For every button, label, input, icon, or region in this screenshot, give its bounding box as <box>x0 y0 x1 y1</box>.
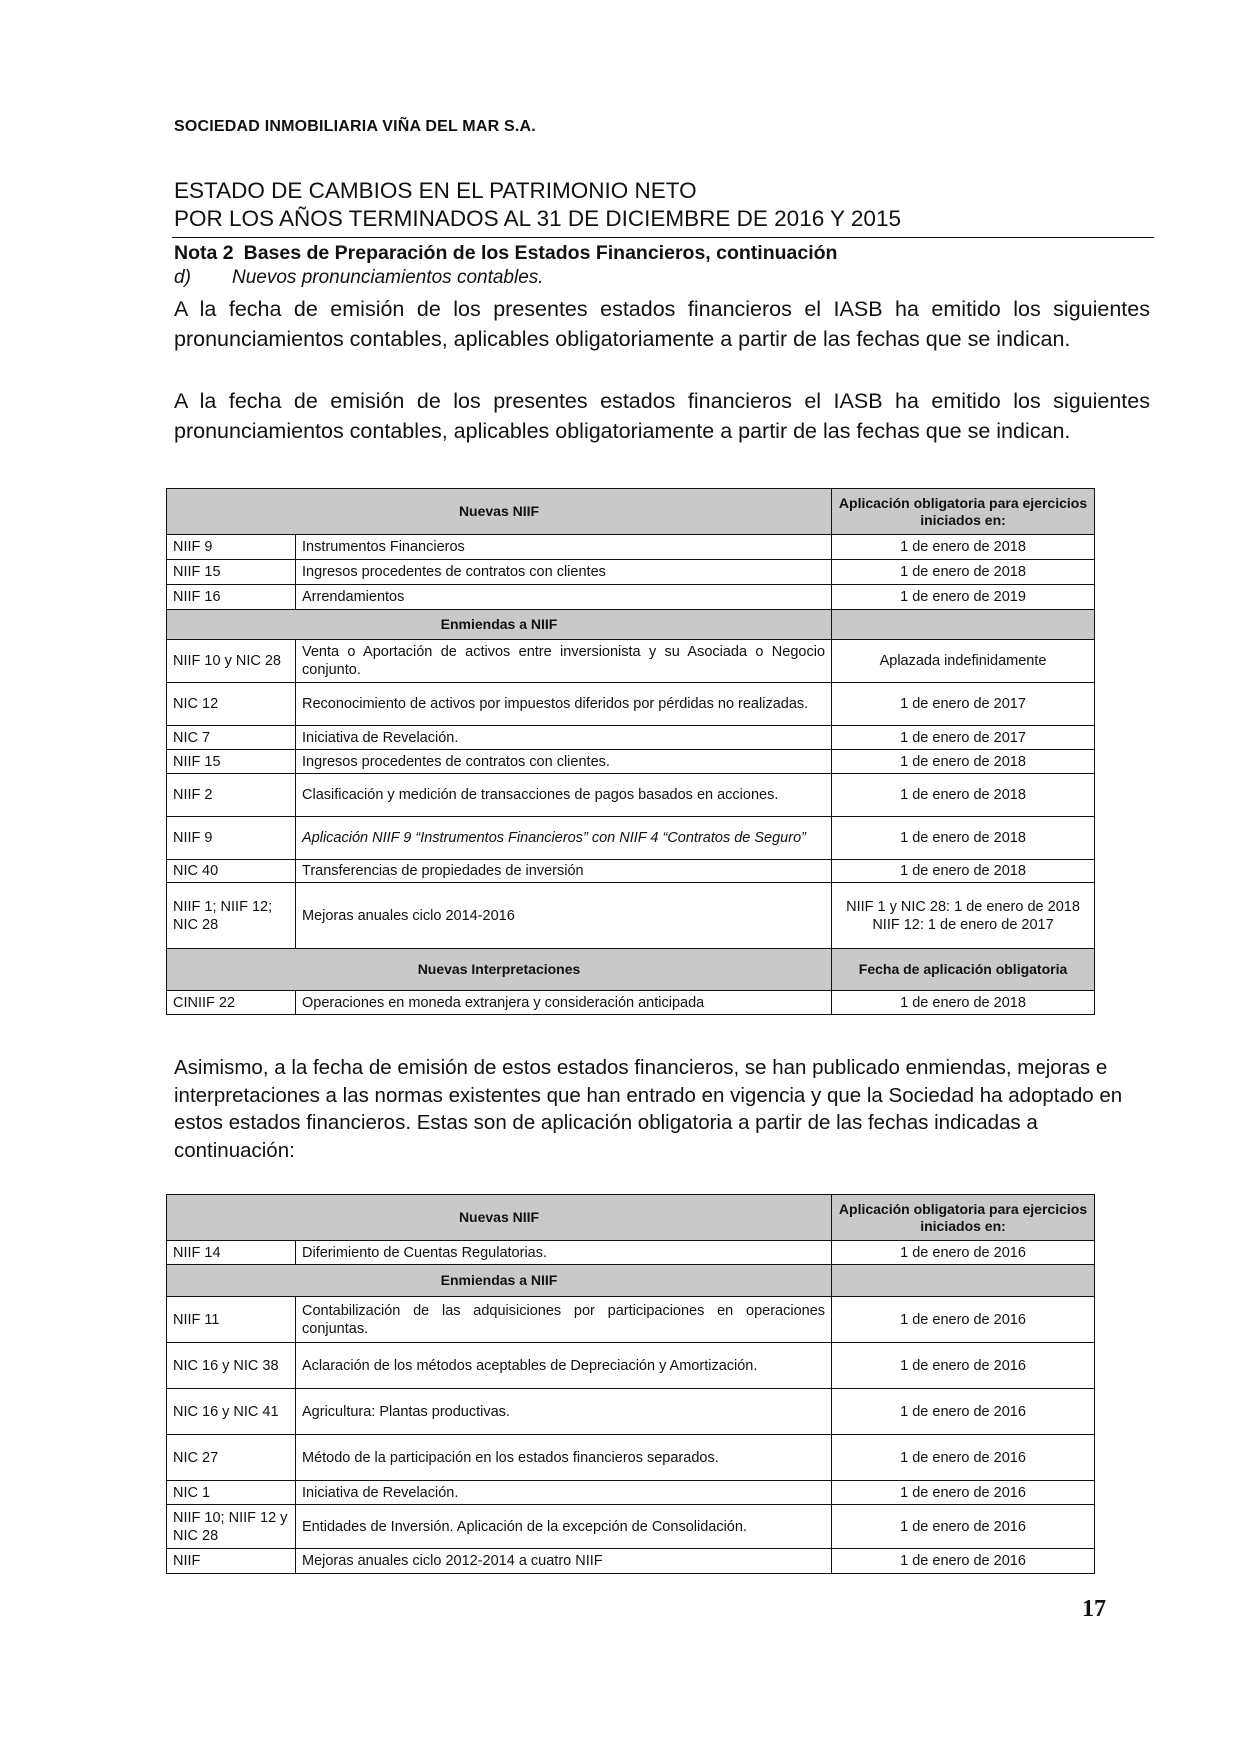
table-row <box>167 683 1095 726</box>
page-number: 17 <box>1082 1596 1106 1622</box>
note-label: Nota 2 <box>174 242 234 264</box>
row-date-line1: NIIF 1 y NIC 28: 1 de enero de 2018 <box>846 898 1080 915</box>
row-code: NIIF 15 <box>167 560 296 585</box>
row-description: Transferencias de propiedades de inversión <box>296 860 832 883</box>
row-date: 1 de enero de 2017 <box>832 726 1095 750</box>
row-date: Aplazada indefinidamente <box>832 640 1095 683</box>
header-amendments: Enmiendas a NIIF <box>167 1265 832 1297</box>
header-empty <box>832 1265 1095 1297</box>
section-header-row <box>167 1265 1095 1297</box>
row-description: Clasificación y medición de transacciones de pagos basados en acciones. <box>296 774 832 817</box>
header-amendments: Enmiendas a NIIF <box>167 610 832 640</box>
row-date: 1 de enero de 2018 <box>832 817 1095 860</box>
paragraph-2: A la fecha de emisión de los presentes estados financieros el IASB ha emitido los siguientes pronunciamientos contables, aplicables obligatoriamente a partir de las fechas que se indican. <box>174 389 1150 443</box>
row-description: Contabilización de las adquisiciones por participaciones en operaciones conjuntas. <box>296 1297 832 1343</box>
row-description: Aclaración de los métodos aceptables de Depreciación y Amortización. <box>296 1343 832 1389</box>
pronouncements-table-pending <box>166 488 1095 1015</box>
header-rule <box>172 237 1154 238</box>
row-code: NIIF 9 <box>167 817 296 860</box>
row-date: 1 de enero de 2016 <box>832 1505 1095 1549</box>
row-date: 1 de enero de 2016 <box>832 1481 1095 1505</box>
table-row <box>167 1549 1095 1574</box>
row-code: NIC 1 <box>167 1481 296 1505</box>
table-row <box>167 1297 1095 1343</box>
paragraph-3: Asimismo, a la fecha de emisión de estos estados financieros, se han publicado enmiendas, mejoras e interpretaciones a las normas existentes que han entrado en vigencia y que la Sociedad ha adoptado en estos estados financieros. Estas son de aplicación obligatoria a partir de las fechas indicadas a continuación: <box>174 1056 1123 1162</box>
row-code: NIIF 14 <box>167 1241 296 1265</box>
row-date-line2: NIIF 12: 1 de enero de 2017 <box>872 916 1054 933</box>
row-description: Operaciones en moneda extranjera y consideración anticipada <box>296 991 832 1015</box>
section-header-row <box>167 949 1095 991</box>
table-row <box>167 640 1095 683</box>
row-code: CINIIF 22 <box>167 991 296 1015</box>
table-row <box>167 726 1095 750</box>
row-date: 1 de enero de 2016 <box>832 1297 1095 1343</box>
table-row <box>167 535 1095 560</box>
row-description: Instrumentos Financieros <box>296 535 832 560</box>
table-row <box>167 1481 1095 1505</box>
row-date: 1 de enero de 2019 <box>832 585 1095 610</box>
row-code: NIIF 2 <box>167 774 296 817</box>
row-description: Arrendamientos <box>296 585 832 610</box>
row-date: 1 de enero de 2018 <box>832 535 1095 560</box>
header-empty <box>832 610 1095 640</box>
table-row <box>167 991 1095 1015</box>
table-row <box>167 883 1095 949</box>
table-header-row <box>167 1195 1095 1241</box>
table-row <box>167 1241 1095 1265</box>
header-application-date: Aplicación obligatoria para ejercicios iniciados en: <box>832 489 1095 535</box>
row-description: Aplicación NIIF 9 “Instrumentos Financieros” con NIIF 4 “Contratos de Seguro” <box>296 817 832 860</box>
row-description: Iniciativa de Revelación. <box>296 726 832 750</box>
row-code: NIIF 1; NIIF 12; NIC 28 <box>167 883 296 949</box>
row-date: 1 de enero de 2018 <box>832 991 1095 1015</box>
row-code: NIIF 11 <box>167 1297 296 1343</box>
row-description: Mejoras anuales ciclo 2014-2016 <box>296 883 832 949</box>
row-code: NIIF 10 y NIC 28 <box>167 640 296 683</box>
row-date: 1 de enero de 2018 <box>832 860 1095 883</box>
table-row <box>167 585 1095 610</box>
company-name: SOCIEDAD INMOBILIARIA VIÑA DEL MAR S.A. <box>174 118 536 135</box>
row-code: NIIF 10; NIIF 12 y NIC 28 <box>167 1505 296 1549</box>
subsection-heading <box>174 266 544 290</box>
header-new-niif: Nuevas NIIF <box>167 1195 832 1241</box>
row-date: 1 de enero de 2016 <box>832 1343 1095 1389</box>
row-date: 1 de enero de 2018 <box>832 750 1095 774</box>
table-row <box>167 560 1095 585</box>
row-description: Entidades de Inversión. Aplicación de la excepción de Consolidación. <box>296 1505 832 1549</box>
header-interp-date: Fecha de aplicación obligatoria <box>832 949 1095 991</box>
row-date: 1 de enero de 2016 <box>832 1389 1095 1435</box>
row-code: NIIF <box>167 1549 296 1574</box>
row-description: Mejoras anuales ciclo 2012-2014 a cuatro NIIF <box>296 1549 832 1574</box>
row-code: NIC 12 <box>167 683 296 726</box>
header-new-niif: Nuevas NIIF <box>167 489 832 535</box>
row-code: NIIF 9 <box>167 535 296 560</box>
row-code: NIC 40 <box>167 860 296 883</box>
row-date: 1 de enero de 2016 <box>832 1549 1095 1574</box>
table-row <box>167 1505 1095 1549</box>
row-code: NIIF 15 <box>167 750 296 774</box>
row-code: NIC 7 <box>167 726 296 750</box>
note-title: Bases de Preparación de los Estados Financieros, continuación <box>243 242 838 264</box>
row-date: 1 de enero de 2018 <box>832 560 1095 585</box>
table-row <box>167 1343 1095 1389</box>
table-row <box>167 817 1095 860</box>
table-row <box>167 774 1095 817</box>
row-date: 1 de enero de 2016 <box>832 1241 1095 1265</box>
row-code: NIC 27 <box>167 1435 296 1481</box>
table-row <box>167 860 1095 883</box>
pronouncements-table-adopted <box>166 1194 1095 1574</box>
row-description: Diferimiento de Cuentas Regulatorias. <box>296 1241 832 1265</box>
statement-title-line1: ESTADO DE CAMBIOS EN EL PATRIMONIO NETO <box>174 178 697 203</box>
table-row <box>167 1435 1095 1481</box>
row-description: Ingresos procedentes de contratos con clientes <box>296 560 832 585</box>
section-header-row <box>167 610 1095 640</box>
header-application-date: Aplicación obligatoria para ejercicios iniciados en: <box>832 1195 1095 1241</box>
table-row <box>167 1389 1095 1435</box>
row-date: 1 de enero de 2018 <box>832 774 1095 817</box>
header-interpretations: Nuevas Interpretaciones <box>167 949 832 991</box>
row-code: NIIF 16 <box>167 585 296 610</box>
paragraph-1: A la fecha de emisión de los presentes estados financieros el IASB ha emitido los siguientes pronunciamientos contables, aplicables obligatoriamente a partir de las fechas que se indican. <box>174 297 1150 351</box>
row-description: Método de la participación en los estados financieros separados. <box>296 1435 832 1481</box>
row-code: NIC 16 y NIC 38 <box>167 1343 296 1389</box>
row-date: 1 de enero de 2017 <box>832 683 1095 726</box>
row-description: Ingresos procedentes de contratos con clientes. <box>296 750 832 774</box>
row-code: NIC 16 y NIC 41 <box>167 1389 296 1435</box>
subsection-label: d) <box>174 267 191 288</box>
subsection-title: Nuevos pronunciamientos contables. <box>232 267 544 288</box>
row-description: Reconocimiento de activos por impuestos diferidos por pérdidas no realizadas. <box>296 683 832 726</box>
table-header-row <box>167 489 1095 535</box>
table-row <box>167 750 1095 774</box>
row-date: 1 de enero de 2016 <box>832 1435 1095 1481</box>
row-date <box>832 883 1095 949</box>
row-description: Iniciativa de Revelación. <box>296 1481 832 1505</box>
note-heading <box>174 241 837 265</box>
row-description: Venta o Aportación de activos entre inversionista y su Asociada o Negocio conjunto. <box>296 640 832 683</box>
row-description: Agricultura: Plantas productivas. <box>296 1389 832 1435</box>
statement-title-line2: POR LOS AÑOS TERMINADOS AL 31 DE DICIEMBRE DE 2016 Y 2015 <box>174 206 901 231</box>
